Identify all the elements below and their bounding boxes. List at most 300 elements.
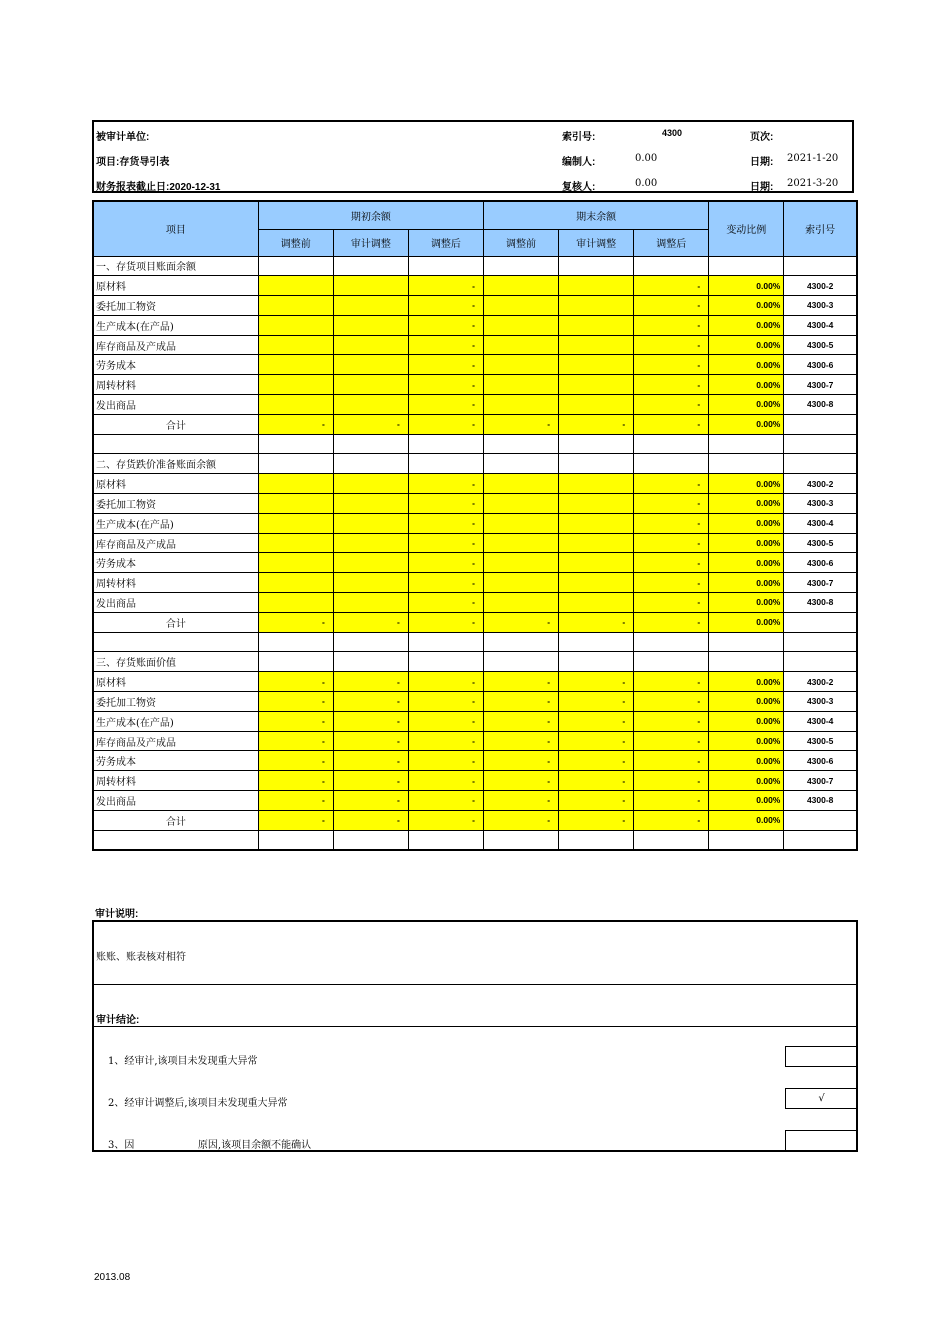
empty-cell [93, 632, 258, 652]
total-amount-cell: - [634, 612, 709, 632]
empty-cell [408, 652, 483, 672]
total-amount-cell: - [634, 414, 709, 434]
amount-cell: - [333, 692, 408, 712]
amount-cell: - [408, 276, 483, 296]
row-item-name: 原材料 [93, 474, 258, 494]
empty-cell [559, 632, 634, 652]
amount-cell [333, 474, 408, 494]
project-label: 项目:存货导引表 [96, 157, 170, 168]
empty-cell [93, 434, 258, 454]
empty-cell [634, 454, 709, 474]
index-cell: 4300-7 [784, 771, 857, 791]
total-amount-cell: - [333, 612, 408, 632]
index-value: 4300 [662, 128, 683, 138]
change-ratio-cell: 0.00% [709, 355, 784, 375]
total-amount-cell: - [483, 810, 558, 830]
empty-cell [634, 632, 709, 652]
prepare-date-value: 2021-1-20 [787, 153, 839, 164]
table-row [93, 296, 857, 316]
change-ratio-cell: 0.00% [709, 395, 784, 415]
row-item-name: 委托加工物资 [93, 494, 258, 514]
empty-cell [483, 830, 558, 850]
change-ratio-cell: 0.00% [709, 375, 784, 395]
conclusion-3-text: 3、因 原因,该项目余额不能确认 [108, 1140, 312, 1151]
empty-cell [483, 434, 558, 454]
amount-cell: - [634, 533, 709, 553]
empty-cell [709, 830, 784, 850]
amount-cell [333, 355, 408, 375]
change-ratio-cell: 0.00% [709, 494, 784, 514]
amount-cell [483, 533, 558, 553]
table-row [93, 315, 857, 335]
table-row [93, 276, 857, 296]
amount-cell: - [483, 711, 558, 731]
amount-cell [333, 276, 408, 296]
amount-cell [258, 276, 333, 296]
change-ratio-cell: 0.00% [709, 315, 784, 335]
index-cell: 4300-2 [784, 276, 857, 296]
table-row [93, 771, 857, 791]
amount-cell [258, 593, 333, 613]
amount-cell: - [408, 513, 483, 533]
total-row [93, 612, 857, 632]
amount-cell [559, 395, 634, 415]
amount-cell [333, 315, 408, 335]
amount-cell [483, 553, 558, 573]
table-row [93, 533, 857, 553]
amount-cell: - [408, 731, 483, 751]
amount-cell: - [634, 494, 709, 514]
sub-col-header: 调整后 [408, 229, 483, 256]
empty-cell [333, 652, 408, 672]
empty-cell [784, 612, 857, 632]
section-title: 二、存货跌价准备账面余额 [93, 454, 258, 474]
empty-cell [559, 256, 634, 276]
empty-cell [483, 652, 558, 672]
sub-col-header: 调整前 [258, 229, 333, 256]
reviewer-value: 0.00 [635, 178, 658, 189]
amount-cell [333, 335, 408, 355]
change-ratio-cell: 0.00% [709, 474, 784, 494]
table-row [93, 731, 857, 751]
empty-cell [709, 434, 784, 454]
amount-cell [483, 474, 558, 494]
amount-cell [559, 494, 634, 514]
amount-cell [333, 593, 408, 613]
row-item-name: 生产成本(在产品) [93, 513, 258, 533]
row-item-name: 委托加工物资 [93, 692, 258, 712]
row-item-name: 库存商品及产成品 [93, 731, 258, 751]
amount-cell: - [559, 711, 634, 731]
table-row [93, 335, 857, 355]
amount-cell [559, 553, 634, 573]
row-item-name: 周转材料 [93, 771, 258, 791]
amount-cell: - [408, 315, 483, 335]
amount-cell [559, 276, 634, 296]
empty-cell [784, 830, 857, 850]
empty-cell [634, 652, 709, 672]
row-item-name: 发出商品 [93, 593, 258, 613]
empty-cell [483, 454, 558, 474]
change-ratio-header: 变动比例 [709, 201, 784, 256]
review-date-value: 2021-3-20 [787, 178, 839, 189]
amount-cell [483, 296, 558, 316]
amount-cell: - [559, 771, 634, 791]
empty-cell [258, 454, 333, 474]
divider [94, 984, 856, 985]
spacer-row [93, 830, 857, 850]
total-amount-cell: - [483, 612, 558, 632]
amount-cell [559, 315, 634, 335]
index-cell: 4300-2 [784, 474, 857, 494]
conclusion-3-checkbox[interactable] [785, 1130, 858, 1151]
row-item-name: 劳务成本 [93, 751, 258, 771]
empty-cell [784, 454, 857, 474]
amount-cell [559, 533, 634, 553]
empty-cell [333, 830, 408, 850]
section-title: 三、存货账面价值 [93, 652, 258, 672]
header-box [92, 120, 854, 193]
index-label: 索引号: [562, 132, 596, 143]
section-title-row [93, 652, 857, 672]
total-row [93, 810, 857, 830]
empty-cell [784, 414, 857, 434]
empty-cell [709, 256, 784, 276]
table-row [93, 375, 857, 395]
closing-balance-header: 期末余额 [483, 201, 708, 229]
amount-cell [483, 395, 558, 415]
amount-cell: - [559, 751, 634, 771]
change-ratio-cell: 0.00% [709, 791, 784, 811]
empty-cell [784, 632, 857, 652]
opening-balance-header: 期初余额 [258, 201, 483, 229]
change-ratio-cell: 0.00% [709, 593, 784, 613]
table-body [93, 256, 857, 850]
change-ratio-cell: 0.00% [709, 513, 784, 533]
explanation-label: 审计说明: [95, 909, 139, 920]
total-amount-cell: - [634, 810, 709, 830]
amount-cell [258, 355, 333, 375]
row-item-name: 发出商品 [93, 791, 258, 811]
row-item-name: 原材料 [93, 672, 258, 692]
prepare-date-label: 日期: [750, 157, 774, 168]
spacer-row [93, 434, 857, 454]
row-item-name: 发出商品 [93, 395, 258, 415]
amount-cell: - [634, 553, 709, 573]
conclusion-2-text: 2、经审计调整后,该项目未发现重大异常 [108, 1098, 288, 1109]
amount-cell: - [408, 296, 483, 316]
divider [94, 1026, 856, 1027]
total-amount-cell: - [333, 810, 408, 830]
amount-cell: - [559, 672, 634, 692]
amount-cell: - [634, 791, 709, 811]
index-cell: 4300-6 [784, 751, 857, 771]
index-cell: 4300-3 [784, 296, 857, 316]
table-row [93, 494, 857, 514]
empty-cell [258, 434, 333, 454]
index-cell: 4300-7 [784, 573, 857, 593]
empty-cell [559, 434, 634, 454]
sub-col-header: 调整前 [483, 229, 558, 256]
amount-cell [258, 296, 333, 316]
amount-cell [483, 593, 558, 613]
change-ratio-cell: 0.00% [709, 296, 784, 316]
empty-cell [559, 454, 634, 474]
preparer-value: 0.00 [635, 153, 658, 164]
amount-cell: - [634, 573, 709, 593]
change-ratio-cell: 0.00% [709, 672, 784, 692]
change-ratio-cell: 0.00% [709, 553, 784, 573]
empty-cell [559, 652, 634, 672]
table-row [93, 474, 857, 494]
amount-cell: - [559, 791, 634, 811]
amount-cell: - [634, 355, 709, 375]
index-cell: 4300-5 [784, 731, 857, 751]
amount-cell: - [408, 375, 483, 395]
version-footer: 2013.08 [94, 1272, 131, 1283]
change-ratio-cell: 0.00% [709, 751, 784, 771]
index-cell: 4300-8 [784, 593, 857, 613]
amount-cell: - [559, 692, 634, 712]
amount-cell [559, 513, 634, 533]
amount-cell: - [483, 672, 558, 692]
amount-cell [333, 533, 408, 553]
conclusion-1-checkbox[interactable] [785, 1046, 858, 1067]
amount-cell [258, 513, 333, 533]
index-cell: 4300-3 [784, 692, 857, 712]
section-title-row [93, 256, 857, 276]
empty-cell [258, 652, 333, 672]
total-amount-cell: - [258, 810, 333, 830]
amount-cell [258, 553, 333, 573]
change-ratio-cell: 0.00% [709, 573, 784, 593]
amount-cell: - [408, 711, 483, 731]
amount-cell: - [333, 751, 408, 771]
amount-cell [258, 315, 333, 335]
conclusion-label: 审计结论: [96, 1015, 140, 1026]
amount-cell: - [634, 751, 709, 771]
empty-cell [333, 632, 408, 652]
amount-cell: - [634, 276, 709, 296]
empty-cell [784, 434, 857, 454]
total-label: 合计 [93, 612, 258, 632]
total-amount-cell: - [258, 612, 333, 632]
amount-cell: - [408, 573, 483, 593]
amount-cell: - [258, 692, 333, 712]
change-ratio-cell: 0.00% [709, 276, 784, 296]
amount-cell: - [408, 771, 483, 791]
amount-cell [333, 375, 408, 395]
period-end-label: 财务报表截止日:2020-12-31 [96, 182, 221, 193]
amount-cell: - [634, 395, 709, 415]
explanation-text: 账账、账表核对相符 [96, 952, 186, 963]
index-header: 索引号 [784, 201, 857, 256]
row-item-name: 委托加工物资 [93, 296, 258, 316]
empty-cell [634, 830, 709, 850]
amount-cell: - [634, 672, 709, 692]
empty-cell [784, 810, 857, 830]
amount-cell: - [333, 672, 408, 692]
amount-cell [483, 573, 558, 593]
amount-cell [559, 573, 634, 593]
amount-cell [483, 335, 558, 355]
row-item-name: 库存商品及产成品 [93, 335, 258, 355]
index-cell: 4300-4 [784, 513, 857, 533]
amount-cell [559, 355, 634, 375]
empty-cell [709, 632, 784, 652]
index-cell: 4300-8 [784, 395, 857, 415]
review-date-label: 日期: [750, 182, 774, 193]
empty-cell [784, 652, 857, 672]
change-ratio-cell: 0.00% [709, 771, 784, 791]
empty-cell [408, 256, 483, 276]
amount-cell [258, 533, 333, 553]
amount-cell [483, 276, 558, 296]
sub-col-header: 审计调整 [333, 229, 408, 256]
amount-cell [258, 573, 333, 593]
empty-cell [634, 434, 709, 454]
amount-cell: - [408, 751, 483, 771]
index-cell: 4300-6 [784, 355, 857, 375]
conclusion-2-checkbox[interactable]: √ [785, 1088, 858, 1109]
empty-cell [408, 632, 483, 652]
audit-box [92, 920, 858, 1152]
amount-cell: - [258, 672, 333, 692]
amount-cell: - [408, 335, 483, 355]
amount-cell: - [634, 593, 709, 613]
amount-cell: - [408, 494, 483, 514]
amount-cell: - [333, 731, 408, 751]
amount-cell: - [408, 474, 483, 494]
amount-cell [258, 335, 333, 355]
empty-cell [258, 256, 333, 276]
amount-cell [258, 395, 333, 415]
section-title: 一、存货项目账面余额 [93, 256, 258, 276]
total-amount-cell: - [333, 414, 408, 434]
index-cell: 4300-7 [784, 375, 857, 395]
total-amount-cell: - [483, 414, 558, 434]
amount-cell [333, 513, 408, 533]
table-row [93, 593, 857, 613]
row-item-name: 周转材料 [93, 375, 258, 395]
amount-cell: - [333, 791, 408, 811]
empty-cell [408, 454, 483, 474]
amount-cell: - [408, 593, 483, 613]
conclusion-1-text: 1、经审计,该项目未发现重大异常 [108, 1056, 258, 1067]
total-change-ratio-cell: 0.00% [709, 612, 784, 632]
table-row [93, 395, 857, 415]
index-cell: 4300-2 [784, 672, 857, 692]
table-row [93, 751, 857, 771]
total-amount-cell: - [559, 612, 634, 632]
amount-cell: - [483, 771, 558, 791]
amount-cell: - [258, 791, 333, 811]
index-cell: 4300-4 [784, 711, 857, 731]
amount-cell [483, 494, 558, 514]
table-row [93, 711, 857, 731]
amount-cell: - [258, 751, 333, 771]
amount-cell: - [258, 771, 333, 791]
total-amount-cell: - [559, 810, 634, 830]
amount-cell [333, 573, 408, 593]
amount-cell: - [634, 315, 709, 335]
amount-cell [258, 474, 333, 494]
empty-cell [709, 652, 784, 672]
row-item-name: 劳务成本 [93, 355, 258, 375]
amount-cell [333, 553, 408, 573]
row-item-name: 生产成本(在产品) [93, 315, 258, 335]
amount-cell: - [483, 751, 558, 771]
row-item-name: 原材料 [93, 276, 258, 296]
empty-cell [709, 454, 784, 474]
total-amount-cell: - [559, 414, 634, 434]
amount-cell: - [408, 791, 483, 811]
amount-cell [333, 296, 408, 316]
table-row [93, 791, 857, 811]
empty-cell [408, 434, 483, 454]
amount-cell: - [483, 692, 558, 712]
table-row [93, 513, 857, 533]
index-cell: 4300-8 [784, 791, 857, 811]
row-item-name: 生产成本(在产品) [93, 711, 258, 731]
amount-cell: - [483, 791, 558, 811]
empty-cell [408, 830, 483, 850]
section-title-row [93, 454, 857, 474]
row-item-name: 周转材料 [93, 573, 258, 593]
total-row [93, 414, 857, 434]
empty-cell [634, 256, 709, 276]
amount-cell: - [408, 672, 483, 692]
amount-cell [559, 296, 634, 316]
audited-unit-label: 被审计单位: [96, 132, 150, 143]
page-label: 页次: [750, 132, 774, 143]
change-ratio-cell: 0.00% [709, 711, 784, 731]
total-label: 合计 [93, 810, 258, 830]
amount-cell: - [634, 731, 709, 751]
amount-cell: - [634, 335, 709, 355]
amount-cell: - [408, 553, 483, 573]
sub-col-header: 审计调整 [559, 229, 634, 256]
amount-cell: - [333, 771, 408, 791]
amount-cell [483, 355, 558, 375]
amount-cell [258, 494, 333, 514]
reviewer-label: 复核人: [562, 182, 596, 193]
amount-cell [559, 593, 634, 613]
amount-cell: - [258, 711, 333, 731]
change-ratio-cell: 0.00% [709, 692, 784, 712]
amount-cell [559, 474, 634, 494]
amount-cell: - [408, 692, 483, 712]
amount-cell: - [408, 395, 483, 415]
amount-cell: - [634, 692, 709, 712]
empty-cell [258, 632, 333, 652]
amount-cell: - [559, 731, 634, 751]
total-change-ratio-cell: 0.00% [709, 414, 784, 434]
empty-cell [333, 256, 408, 276]
table-row [93, 672, 857, 692]
amount-cell: - [408, 533, 483, 553]
amount-cell: - [483, 731, 558, 751]
amount-cell: - [258, 731, 333, 751]
empty-cell [784, 256, 857, 276]
amount-cell: - [634, 513, 709, 533]
change-ratio-cell: 0.00% [709, 335, 784, 355]
index-cell: 4300-3 [784, 494, 857, 514]
amount-cell [258, 375, 333, 395]
empty-cell [483, 256, 558, 276]
table-row [93, 553, 857, 573]
change-ratio-cell: 0.00% [709, 731, 784, 751]
